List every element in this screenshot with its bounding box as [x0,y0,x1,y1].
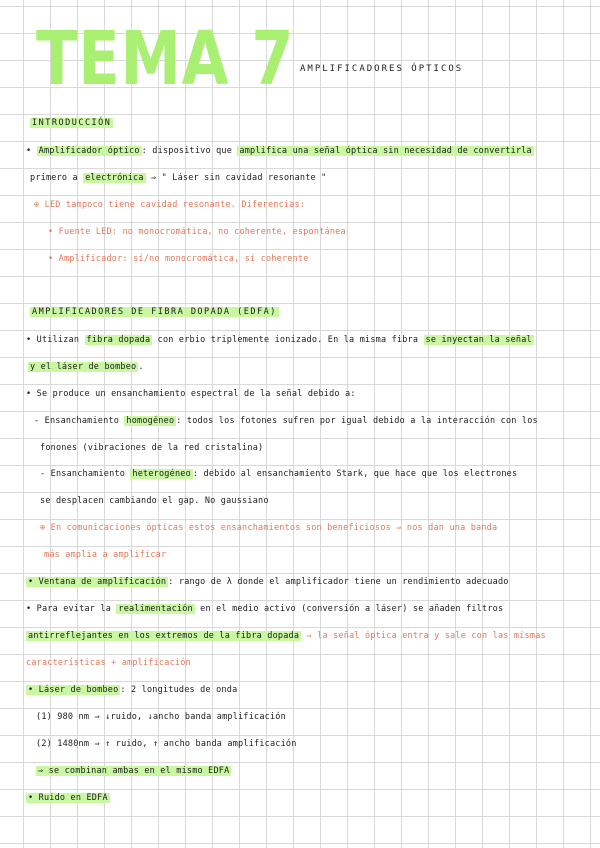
intro-note: ⊕ LED tampoco tiene cavidad resonante. Diferencias: [34,200,306,210]
section-heading-intro: INTRODUCCIÓN [32,118,112,128]
edfa-line-11: • Para evitar la realimentación en el medio activo (conversión a láser) se añaden filtros [26,604,504,614]
edfa-line-16: (2) 1480nm ⇒ ↑ ruido, ↑ ancho banda amplificación [36,739,297,749]
intro-line-2: primero a electrónica ⇒ " Láser sin cavidad resonante " [30,173,327,183]
edfa-line-1: • Utilizan fibra dopada con erbio triplemente ionizado. En la misma fibra se inyectan la señal [26,335,532,345]
edfa-line-15: (1) 980 nm ⇒ ↓ruido, ↓ancho banda amplificación [36,712,286,722]
edfa-line-13: características + amplificación [26,658,191,668]
edfa-line-5: fonones (vibraciones de la red cristalina) [40,443,264,453]
intro-bullet-amp: • Amplificador: sí/no monocromática, sí coherente [48,254,309,264]
edfa-line-8: ⊕ En comunicaciones ópticas estos ensanchamientos son beneficiosos ⇒ nos dan una banda [40,523,498,533]
edfa-line-14: • Láser de bombeo : 2 longitudes de onda [28,685,238,695]
edfa-line-3: • Se produce un ensanchamiento espectral de la señal debido a: [26,389,356,399]
edfa-line-12: antirreflejantes en los extremos de la fibra dopada ⇒ la señal óptica entra y sale con las mismas [28,631,546,641]
edfa-line-10: • Ventana de amplificación : rango de λ donde el amplificador tiene un rendimiento adecuado [28,577,509,587]
edfa-line-4: - Ensanchamiento homogéneo : todos los fotones sufren por igual debido a la interacción con los [34,416,538,426]
intro-line-1: • Amplificador óptico : dispositivo que amplifica una señal óptica sin necesidad de convertirla [26,146,532,156]
edfa-line-9: más amplia a amplificar [44,550,167,560]
edfa-line-2: y el láser de bombeo . [30,362,144,372]
section-heading-edfa: AMPLIFICADORES DE FIBRA DOPADA (EDFA) [32,307,277,317]
edfa-line-18: • Ruido en EDFA [28,793,108,803]
intro-bullet-led: • Fuente LED: no monocromática, no coherente, espontánea [48,227,346,237]
edfa-line-17: ⇒ se combinan ambas en el mismo EDFA [38,766,230,776]
edfa-line-7: se desplacen cambiando el gap. No gaussiano [40,496,269,506]
page-subtitle: AMPLIFICADORES ÓPTICOS [300,64,464,74]
edfa-line-6: - Ensanchamiento heterogéneo : debido al ensanchamiento Stark, que hace que los electrones [40,469,518,479]
page-title: TEMA 7 [36,16,295,102]
